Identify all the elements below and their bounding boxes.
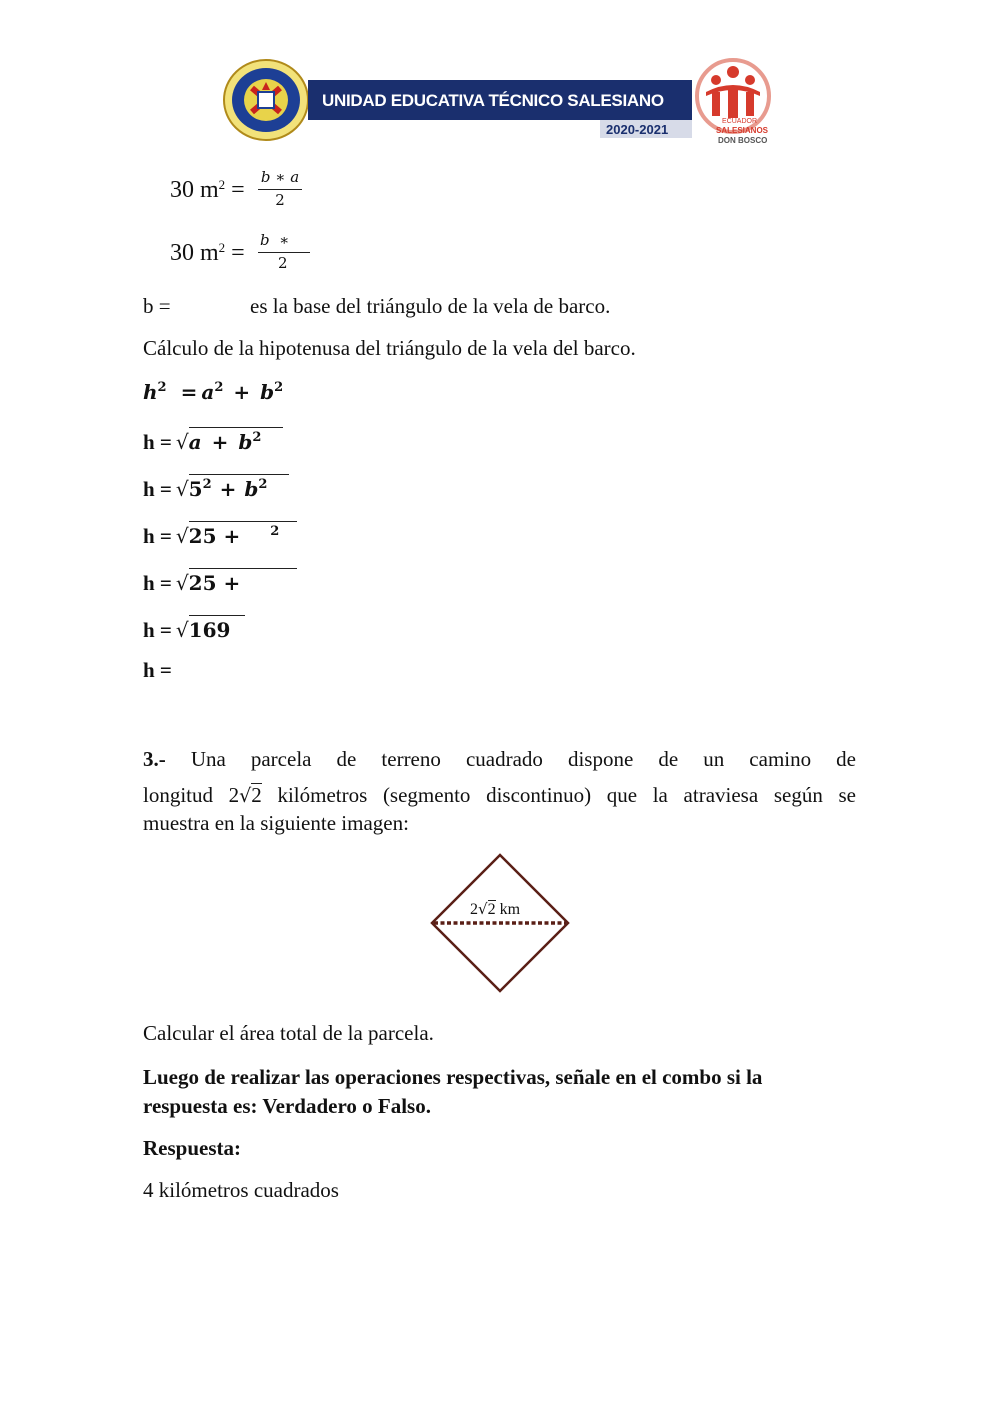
square-plot-diagram [428,852,572,996]
school-year: 2020-2021 [606,122,669,137]
answer-label: Respuesta: [143,1136,241,1160]
step-2: $h = √5^2 + b^2$ [143,474,289,501]
step-5: h = √169 [143,615,245,642]
fraction-2-denominator: 2 [278,254,288,272]
base-label: b = [143,294,171,318]
fraction-2 [258,231,310,272]
problem-3-line-3: muestra en la siguiente imagen: [143,811,409,835]
combo-instruction-line-2: respuesta es: Verdadero o Falso. [143,1094,431,1118]
final-answer-label: h = [143,658,172,682]
answer-value: 4 kilómetros cuadrados [143,1178,339,1202]
logo-text-salesianos: SALESIANOS [716,126,769,135]
base-description: es la base del triángulo de la vela de barco. [250,294,611,318]
equation-area-1: 30 $m^2$ = [170,177,245,203]
diagram-label: 2√2 km [470,900,521,918]
fraction-1 [258,168,302,209]
fraction-1-numerator: b ∗ a [260,168,300,186]
calc-instruction: Calcular el área total de la parcela. [143,1021,434,1045]
header-banner [222,58,778,146]
school-name: UNIDAD EDUCATIVA TÉCNICO SALESIANO [322,91,664,110]
fraction-2-numerator: b ∗ [260,231,290,249]
problem-3-line-2: longitud 2√2 kilómetros (segmento discontinuo) que la atraviesa según se [143,783,856,807]
logo-text-ecuador: ECUADOR [722,118,758,125]
pythagoras-formula: $h^2 = a^2 + b^2$ [143,380,284,404]
problem-3-line-1: 3.- Una parcela de terreno cuadrado dispone de un camino de [143,747,856,771]
step-3: h = √25 + $^2$ [143,521,297,548]
problem-number: 3.- [143,747,166,771]
fraction-1-bar [258,189,302,190]
step-4: h = √25 + [143,568,297,595]
combo-instruction-line-1: Luego de realizar las operaciones respectivas, señale en el combo si la [143,1065,763,1089]
equation-area-2: 30 $m^2$ = [170,240,245,266]
fraction-2-bar [258,252,310,253]
logo-text-don-bosco: DON BOSCO [718,136,768,145]
school-seal-logo [222,58,310,142]
hypotenuse-intro: Cálculo de la hipotenusa del triángulo de la vela del barco. [143,336,636,360]
fraction-1-denominator: 2 [275,191,285,209]
school-name-banner [308,80,692,120]
year-box [600,120,692,138]
step-1: $h = √a + b^2$ [143,427,283,454]
